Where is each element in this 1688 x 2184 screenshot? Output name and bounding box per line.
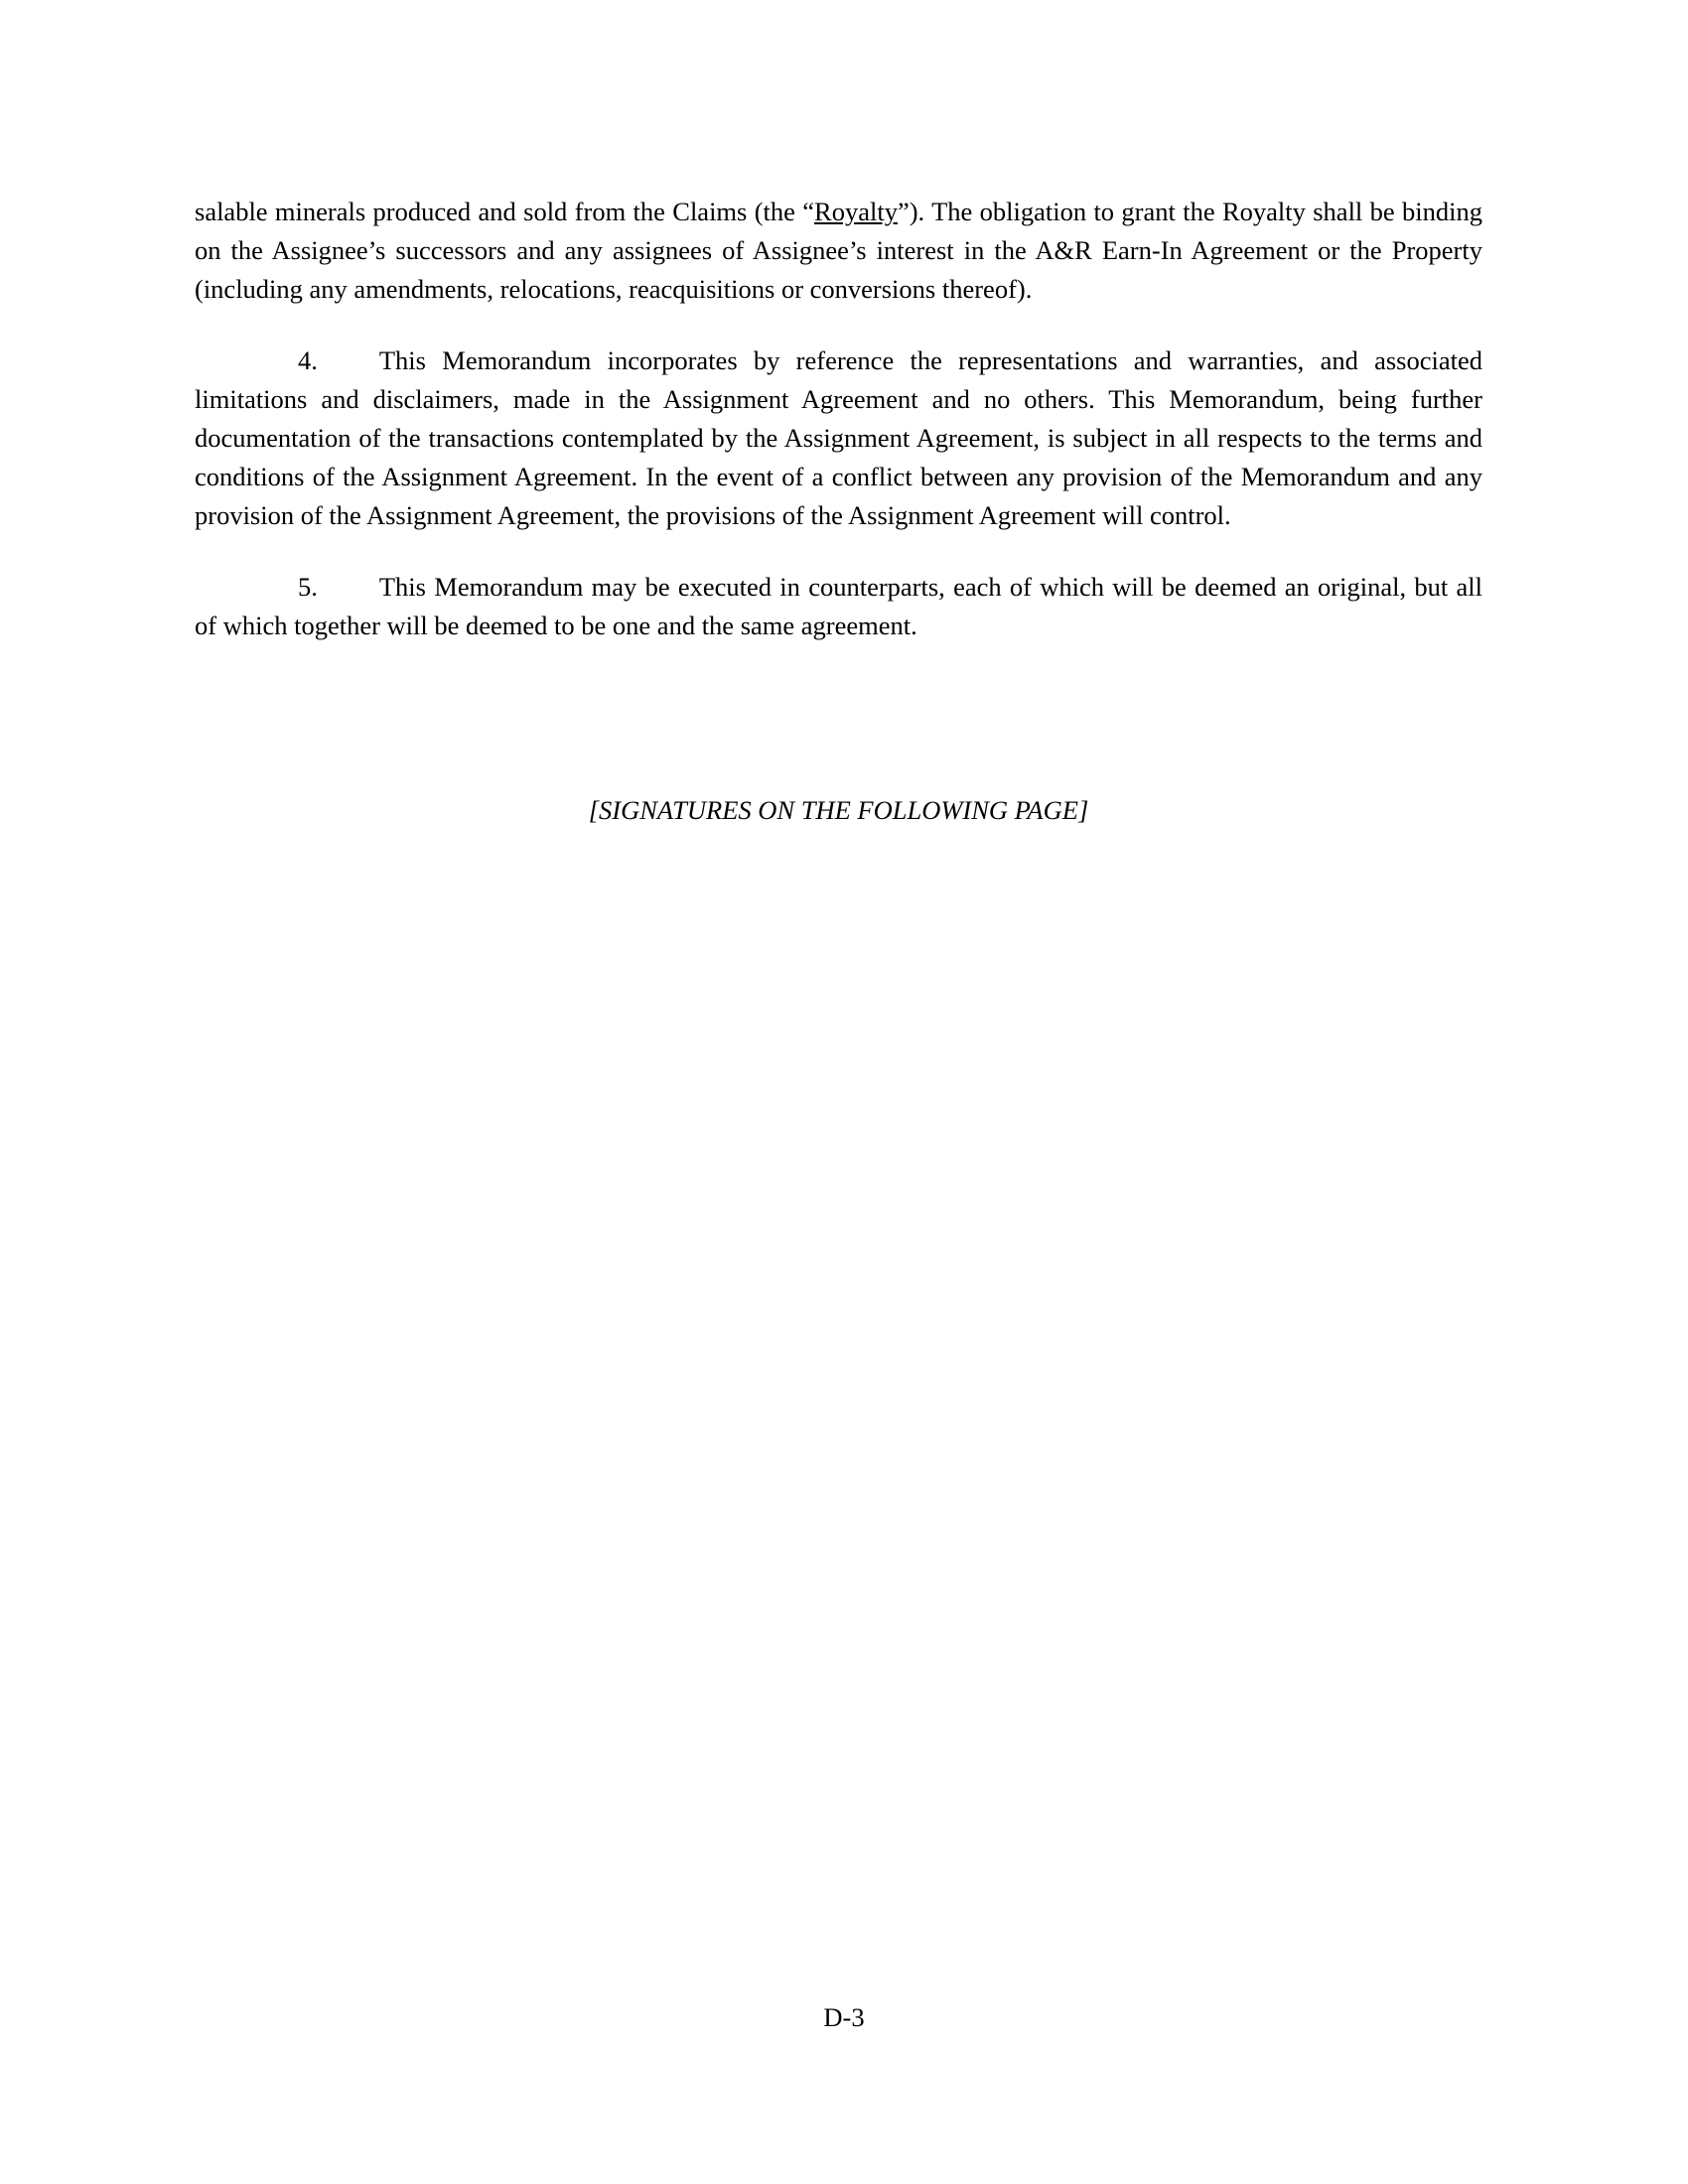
document-body [195, 193, 1482, 645]
clause-4-text: This Memorandum incorporates by reference the representations and warranties, and associated limitations and disclaimers, made in the Assignment Agreement and no others. This Memorandum, being further documentation of the transactions contemplated by the Assignment Agreement, is subject in all respects to the terms and conditions of the Assignment Agreement. In the event of a conflict between any provision of the Memorandum and any provision of the Assignment Agreement, the provisions of the Assignment Agreement will control. [195, 345, 1482, 530]
defined-term-royalty: Royalty [814, 197, 898, 226]
clause-4-number: 4. [298, 345, 318, 375]
paragraph-continued [195, 193, 1482, 309]
paragraph-continued-lead: salable minerals produced and sold from the Claims (the “ [195, 197, 815, 226]
paragraph-clause-5 [195, 568, 1482, 645]
signature-note: [SIGNATURES ON THE FOLLOWING PAGE] [588, 795, 1089, 825]
page-number: D-3 [823, 2002, 865, 2032]
paragraph-clause-4 [195, 341, 1482, 535]
paragraph-continued-rest: ”). The obligation to grant the Royalty shall be binding on the Assignee’s successors and any assignees of Assignee’s interest in the A&R Earn-In Agreement or the Property (including any amendments, relocations, reacquisitions or conversions thereof). [195, 197, 1482, 304]
clause-5-number: 5. [298, 572, 318, 602]
clause-5-text: This Memorandum may be executed in counterparts, each of which will be deemed an original, but all of which together will be deemed to be one and the same agreement. [195, 572, 1482, 640]
